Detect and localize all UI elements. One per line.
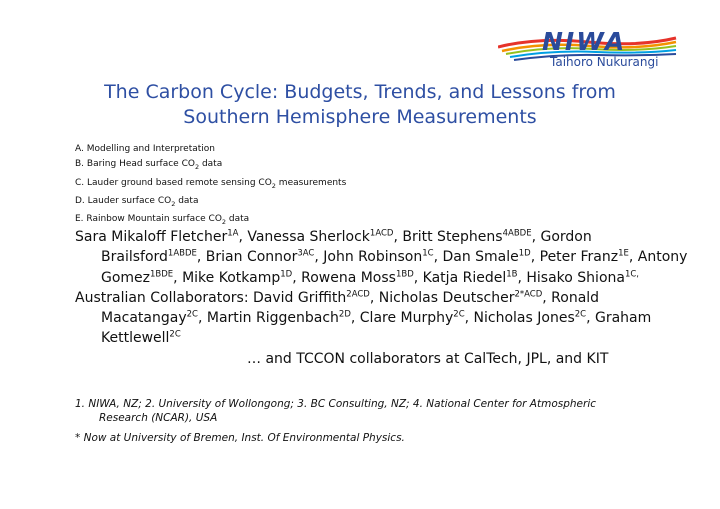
author-name: Brian Connor	[205, 249, 298, 266]
author-name: Peter Franz	[539, 249, 619, 266]
title-line-2: Southern Hemisphere Measurements	[183, 106, 537, 128]
author-affiliation-code: 1ACD	[369, 228, 394, 239]
author-affiliation-code: 2D	[338, 309, 351, 320]
author-name: John Robinson	[323, 249, 423, 266]
author-affiliation-code: 1BDE	[150, 268, 174, 279]
topic-item: B. Baring Head surface $CO_2$ data	[75, 159, 223, 172]
author-name: Hisako Shiona	[526, 269, 625, 286]
author-affiliation-code: 2*ACD	[514, 289, 543, 300]
author-name: David Griffith	[253, 289, 347, 306]
author-name: Nicholas Jones	[473, 310, 575, 327]
logo-subtitle: Taihoro Nukurangi	[550, 55, 659, 69]
page-title	[60, 80, 660, 130]
australian-collaborators: Australian Collaborators: David Griffith$^{2ACD}$, Nicholas Deutscher$^{2*ACD}$, Ronald Macatangay$^{2C}$, Martin Riggenbach$^{2D}$, Clare Murphy$^{2C}$, Nicholas Jones$^{2C}$, Graham Kettlewell$^{2C}$	[75, 289, 652, 347]
author-affiliation-code: 1B	[506, 268, 518, 279]
tccon-collaborators: … and TCCON collaborators at CalTech, JPL, and KIT	[247, 350, 609, 367]
author-affiliation-code: 3AC	[297, 248, 315, 259]
author-name: Antony Gomez	[101, 249, 688, 286]
affiliations-line-2: Research (NCAR), USA	[99, 412, 218, 424]
aus-label: Australian Collaborators:	[75, 289, 254, 306]
author-name: Dan Smale	[442, 249, 519, 266]
nz-authors: Sara Mikaloff Fletcher$^{1A}$, Vanessa Sherlock$^{1ACD}$, Britt Stephens$^{4ABDE}$, Gordon Brailsford$^{1ABDE}$, Brian Connor$^{3AC}$, John Robinson$^{1C}$, Dan Smale$^{1D}$, Peter Franz$^{1E}$, Antony Gomez$^{1BDE}$, Mike Kotkamp$^{1D}$, Rowena Moss$^{1BD}$, Katja Riedel$^{1B}$, Hisako Shiona$^{1C,}$	[75, 228, 688, 286]
subscript: 2	[171, 199, 176, 208]
affiliations-line-1: 1. NIWA, NZ; 2. University of Wollongong; 3. BC Consulting, NZ; 4. National Center for Atmospheric	[75, 398, 597, 410]
author-name: Sara Mikaloff Fletcher	[75, 229, 228, 245]
author-affiliation-code: 1BD	[395, 268, 414, 279]
topic-item: E. Rainbow Mountain surface $CO_2$ data	[75, 214, 250, 226]
author-name: Gordon Brailsford	[101, 229, 592, 266]
author-name: Rowena Moss	[301, 269, 396, 286]
topic-list	[75, 142, 346, 230]
topic-item: C. Lauder ground based remote sensing $CO_2$ measurements	[75, 177, 347, 190]
author-name: Ronald Macatangay	[101, 289, 600, 327]
affiliations	[75, 397, 675, 425]
author-name: Mike Kotkamp	[182, 269, 281, 286]
author-affiliation-code: 1D	[518, 248, 531, 259]
topic-item: D. Lauder surface $CO_2$ data	[75, 195, 199, 208]
author-affiliation-code: 2C	[186, 309, 198, 320]
author-name: Vanessa Sherlock	[247, 229, 370, 245]
logo-wordmark: NIWA	[542, 27, 627, 56]
subscript: 2	[271, 181, 276, 190]
author-name: Nicholas Deutscher	[378, 289, 515, 306]
author-affiliation-code: 1D	[280, 268, 293, 279]
niwa-logo	[498, 22, 678, 78]
author-name: Britt Stephens	[402, 229, 503, 245]
author-affiliation-code: 2ACD	[346, 289, 370, 300]
author-name: Katja Riedel	[422, 269, 507, 286]
subscript: 2	[194, 163, 200, 172]
author-name: Clare Murphy	[359, 310, 454, 327]
author-name: Graham Kettlewell	[101, 310, 652, 347]
topic-item: A. Modelling and Interpretation	[75, 144, 215, 154]
title-line-1: The Carbon Cycle: Budgets, Trends, and Lessons from	[104, 81, 616, 103]
author-affiliation-code: 2C	[574, 309, 587, 320]
author-affiliation-code: 2C	[453, 309, 465, 320]
author-affiliation-code: 4ABDE	[502, 228, 532, 239]
author-affiliation-code: 1ABDE	[167, 248, 197, 259]
author-affiliation-code: 1A	[227, 228, 239, 239]
author-name: Martin Riggenbach	[206, 310, 339, 327]
author-affiliation-code: 1E	[618, 248, 629, 259]
footnote: * Now at University of Bremen, Inst. Of Environmental Physics.	[75, 432, 405, 444]
author-affiliation-code: 1C	[422, 248, 434, 259]
author-affiliation-code: 2C	[169, 329, 181, 340]
author-block	[75, 227, 695, 369]
subscript: 2	[221, 217, 227, 226]
author-affiliation-code: 1C,	[624, 268, 640, 279]
